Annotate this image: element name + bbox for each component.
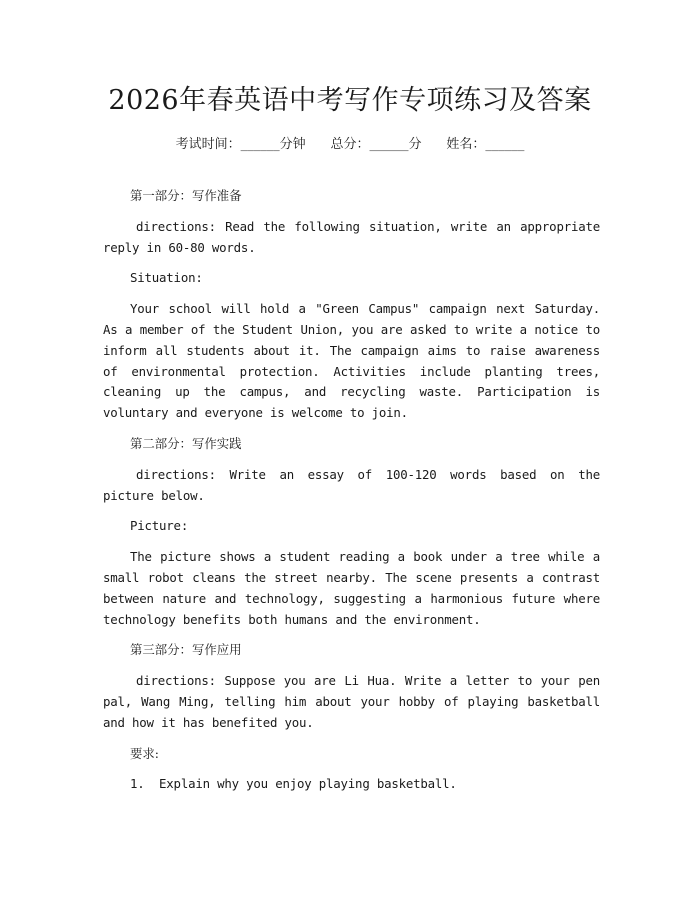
student-name-label: 姓名：	[446, 137, 486, 152]
exam-time-unit: 分钟	[279, 137, 306, 152]
part2-heading: 第二部分：写作实践	[130, 435, 242, 451]
document-body	[103, 186, 600, 805]
part2-directions: directions: Write an essay of 100-120 words based on the picture below.	[103, 466, 600, 503]
part2-picture-text: The picture shows a student reading a book under a tree while a small robot cleans the street nearby. The scene presents a contrast between nature and technology, suggesting a harmonious future where technology benefits both humans and the environment.	[103, 549, 600, 627]
part1-situation-label: Situation:	[130, 270, 203, 286]
part2-picture-label: Picture:	[130, 518, 189, 534]
exam-time-blank: ______	[240, 137, 280, 152]
exam-info-line	[0, 133, 700, 152]
part1-situation-text: Your school will hold a "Green Campus" campaign next Saturday. As a member of the Student Union, you are asked to write a notice to inform all students about it. The campaign aims to raise awareness of environmental protection. Activities include planting trees, cleaning up the campus, and recycling waste. Participation is voluntary and everyone is welcome to join.	[103, 301, 600, 421]
total-score-unit: 分	[408, 137, 422, 152]
total-score-blank: ______	[369, 137, 409, 152]
part1-heading: 第一部分：写作准备	[130, 188, 242, 203]
exam-time-label: 考试时间：	[175, 137, 241, 152]
total-score-label: 总分：	[330, 137, 370, 152]
student-name-blank: ______	[485, 137, 525, 152]
part1-directions: directions: Read the following situation, write an appropriate reply in 60-80 words.	[103, 218, 600, 255]
part3-directions: directions: Suppose you are Li Hua. Write a letter to your pen pal, Wang Ming, telling him about your hobby of playing basketball and how it has benefited you.	[103, 673, 600, 730]
part3-heading: 第三部分：写作应用	[130, 642, 242, 658]
part3-requirements-label: 要求:	[130, 745, 159, 761]
document-title: 2026年春英语中考写作专项练习及答案	[108, 85, 592, 116]
part3-requirement-1: 1. Explain why you enjoy playing basketball.	[130, 776, 457, 792]
